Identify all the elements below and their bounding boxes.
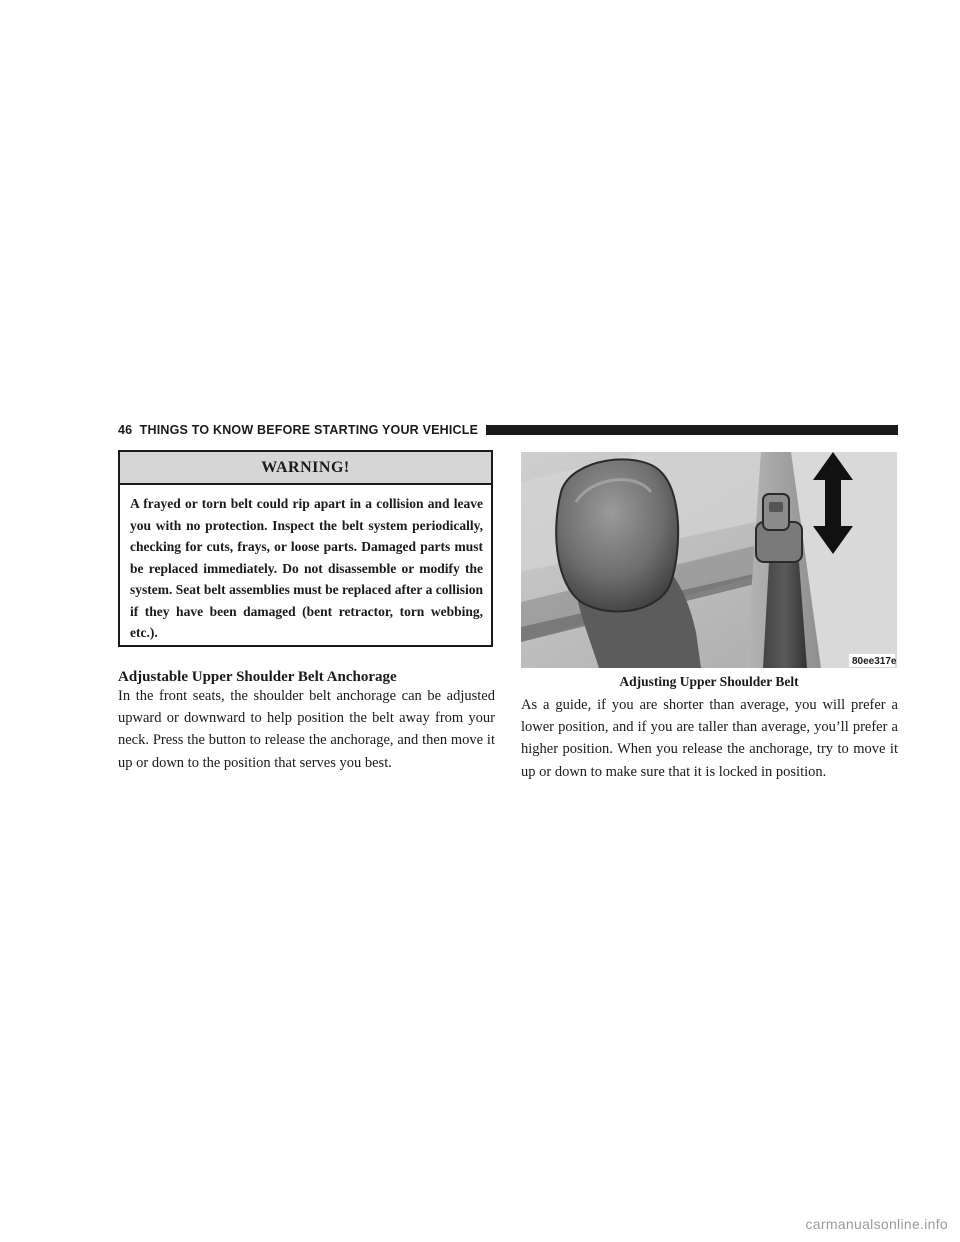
section-heading: Adjustable Upper Shoulder Belt Anchorage: [118, 669, 397, 685]
page-header: [118, 420, 898, 440]
section-paragraph: In the front seats, the shoulder belt anchorage can be adjusted upward or downward to help position the belt away from your neck. Press the button to release the anchorage, and then move it up or down to the position that serves you best.: [118, 688, 495, 771]
figure-caption: Adjusting Upper Shoulder Belt: [619, 674, 799, 689]
warning-box: [118, 450, 493, 647]
page-number: 46: [118, 423, 133, 437]
guide-paragraph: As a guide, if you are shorter than average, you will prefer a lower position, and if you are taller than average, you’ll prefer a higher position. When you release the anchorage, try to move it up or down to make sure that it is locked in position.: [521, 697, 898, 780]
watermark: carmanualsonline.info: [805, 1216, 948, 1232]
figure-code: 80ee317e: [852, 656, 897, 667]
warning-title: WARNING!: [120, 452, 491, 485]
section-title: THINGS TO KNOW BEFORE STARTING YOUR VEHICLE: [139, 423, 479, 437]
header-text: [118, 423, 486, 437]
headrest-illustration: [556, 459, 678, 611]
seat-belt-figure: [521, 452, 897, 668]
figure-illustration: [521, 452, 897, 668]
header-rule: [486, 425, 898, 435]
warning-text: A frayed or torn belt could rip apart in a collision and leave you with no protection. Inspect the belt system periodically, checking for cuts, frays, or loose parts. Damaged parts must be replaced immediately. Do not disassemble or modify the system. Seat belt assemblies must be replaced after a collision if they have been damaged (bent retractor, torn webbing, etc.).: [130, 496, 483, 640]
